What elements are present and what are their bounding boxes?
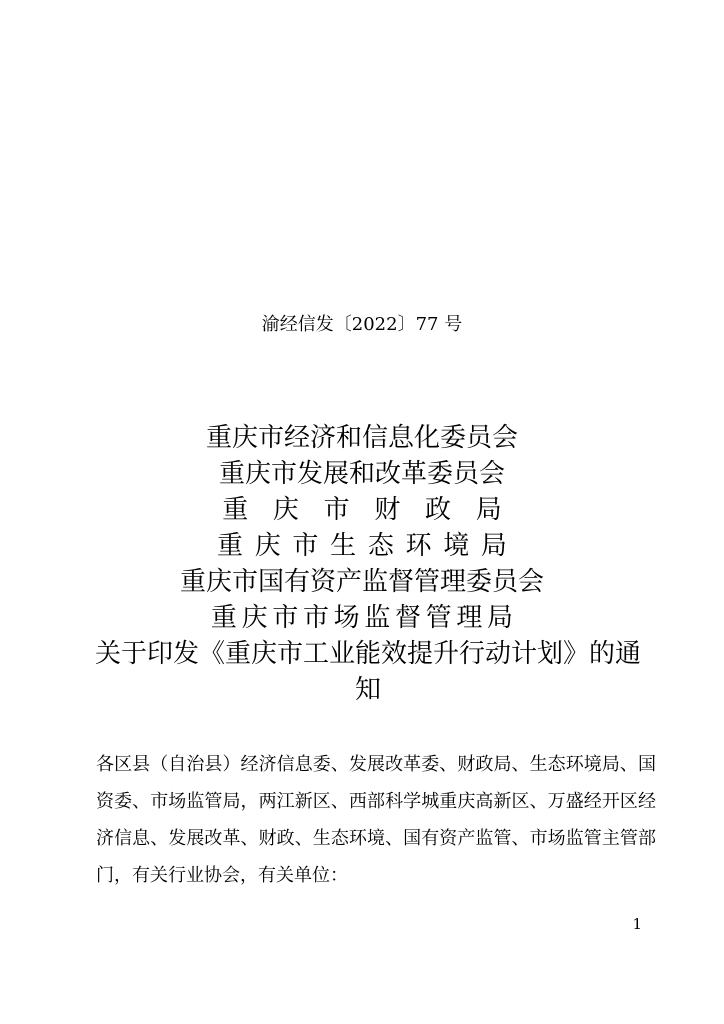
document-number: 渝经信发〔2022〕77 号 — [261, 314, 463, 335]
issuer-line: 重庆市国有资产监督管理委员会 — [179, 567, 544, 597]
issuer-line: 重庆市市场监督管理局 — [210, 603, 518, 633]
issuer-line: 重庆市财政局 — [222, 495, 527, 525]
recipients-paragraph: 各区县（自治县）经济信息委、发展改革委、财政局、生态环境局、国资委、市场监管局，两江新区、西部科学城重庆高新区、万盛经开区经济信息、发展改革、财政、生态环境、国有资产监管、市场监管主管部门，有关行业协会，有关单位： — [96, 754, 656, 886]
issuer-line: 重庆市生态环境局 — [217, 531, 519, 561]
issuer-line: 重庆市发展和改革委员会 — [218, 459, 505, 489]
page-number: 1 — [632, 915, 642, 933]
issuer-list — [0, 420, 724, 636]
issuer-line: 重庆市经济和信息化委员会 — [205, 423, 518, 453]
document-title: 关于印发《重庆市工业能效提升行动计划》的通知 — [94, 639, 641, 705]
